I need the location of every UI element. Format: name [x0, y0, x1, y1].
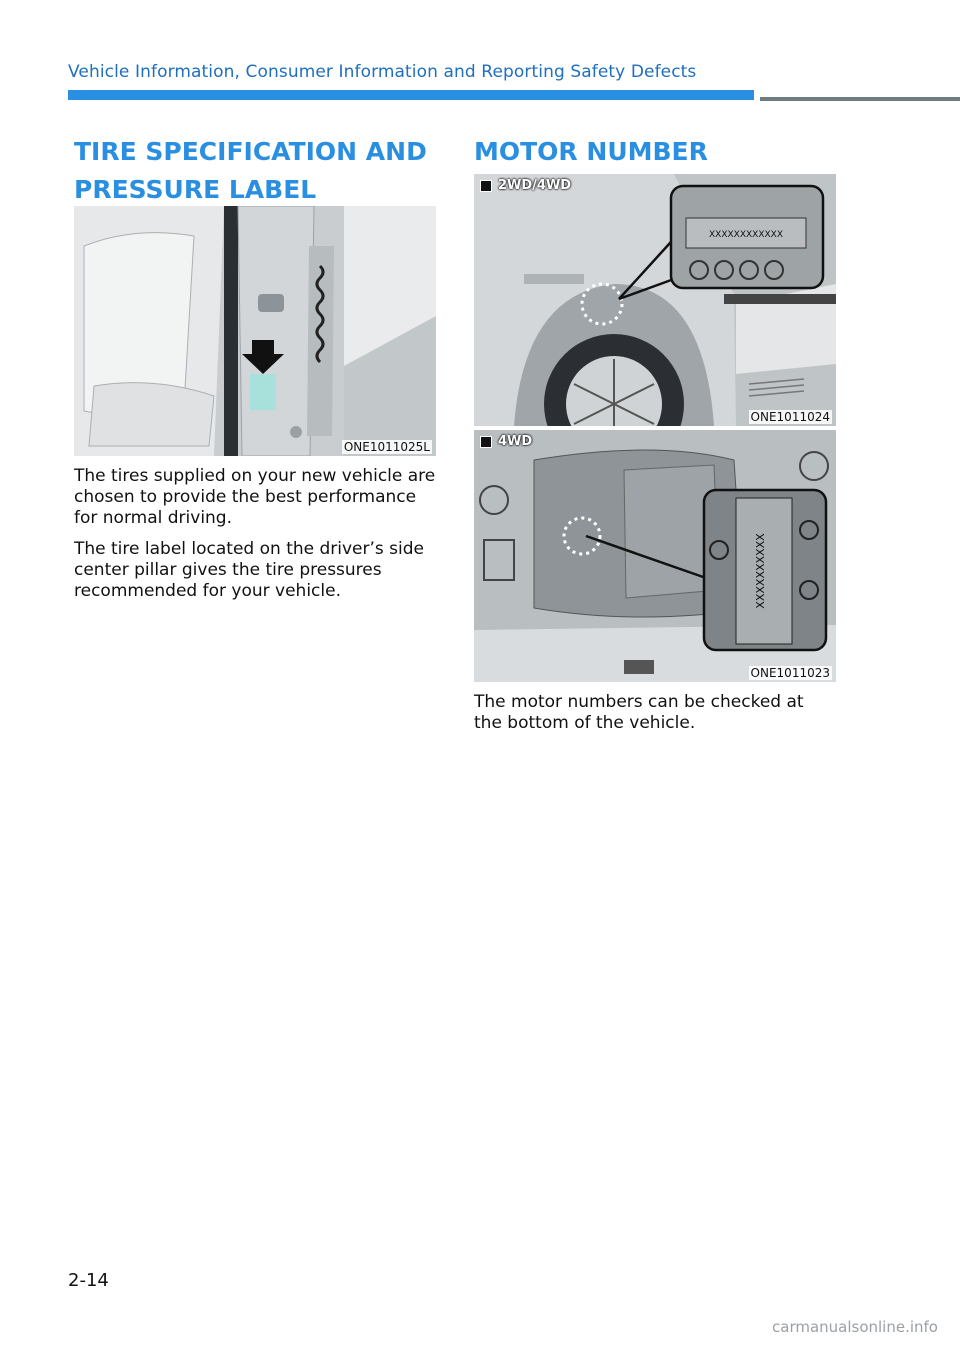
figure-code: ONE1011024 [750, 410, 830, 424]
motor-figure-2wd [474, 174, 836, 426]
tire-label-body [74, 466, 436, 612]
paragraph: The tires supplied on your new vehicle are chosen to provide the best performance for normal driving. [74, 466, 436, 528]
header-rule-gray [760, 97, 960, 101]
variant-label-text: 4WD [498, 434, 533, 449]
engine-bay-illustration [474, 430, 836, 682]
bullet-square-icon [480, 436, 492, 448]
header-rule-blue [68, 90, 754, 100]
motor-stamp-text: XXXXXXXXXX [754, 533, 767, 609]
paragraph: The tire label located on the driver’s side center pillar gives the tire pressures recommended for your vehicle. [74, 539, 425, 601]
figure-code: ONE1011025L [343, 440, 430, 454]
figure-code: ONE1011023 [750, 666, 830, 680]
tire-label-heading-line2: PRESSURE LABEL [74, 175, 317, 204]
motor-number-body [474, 692, 836, 744]
running-header: Vehicle Information, Consumer Information and Reporting Safety Defects [68, 62, 697, 82]
motor-number-heading: MOTOR NUMBER [474, 137, 708, 166]
motor-stamp-text: XXXXXXXXXXXX [709, 230, 783, 240]
tire-label-heading [74, 133, 427, 209]
variant-label [480, 178, 571, 193]
tire-label-figure [74, 206, 436, 456]
variant-label [480, 434, 532, 449]
paragraph: The motor numbers can be checked at the bottom of the vehicle. [474, 692, 804, 733]
vehicle-rear-illustration [474, 174, 836, 426]
tire-label-heading-line1: TIRE SPECIFICATION AND [74, 137, 427, 166]
variant-label-text: 2WD/4WD [498, 178, 572, 193]
bullet-square-icon [480, 180, 492, 192]
watermark: carmanualsonline.info [772, 1318, 938, 1336]
motor-figure-4wd [474, 430, 836, 682]
door-pillar-illustration [74, 206, 436, 456]
page-number: 2-14 [68, 1270, 109, 1291]
